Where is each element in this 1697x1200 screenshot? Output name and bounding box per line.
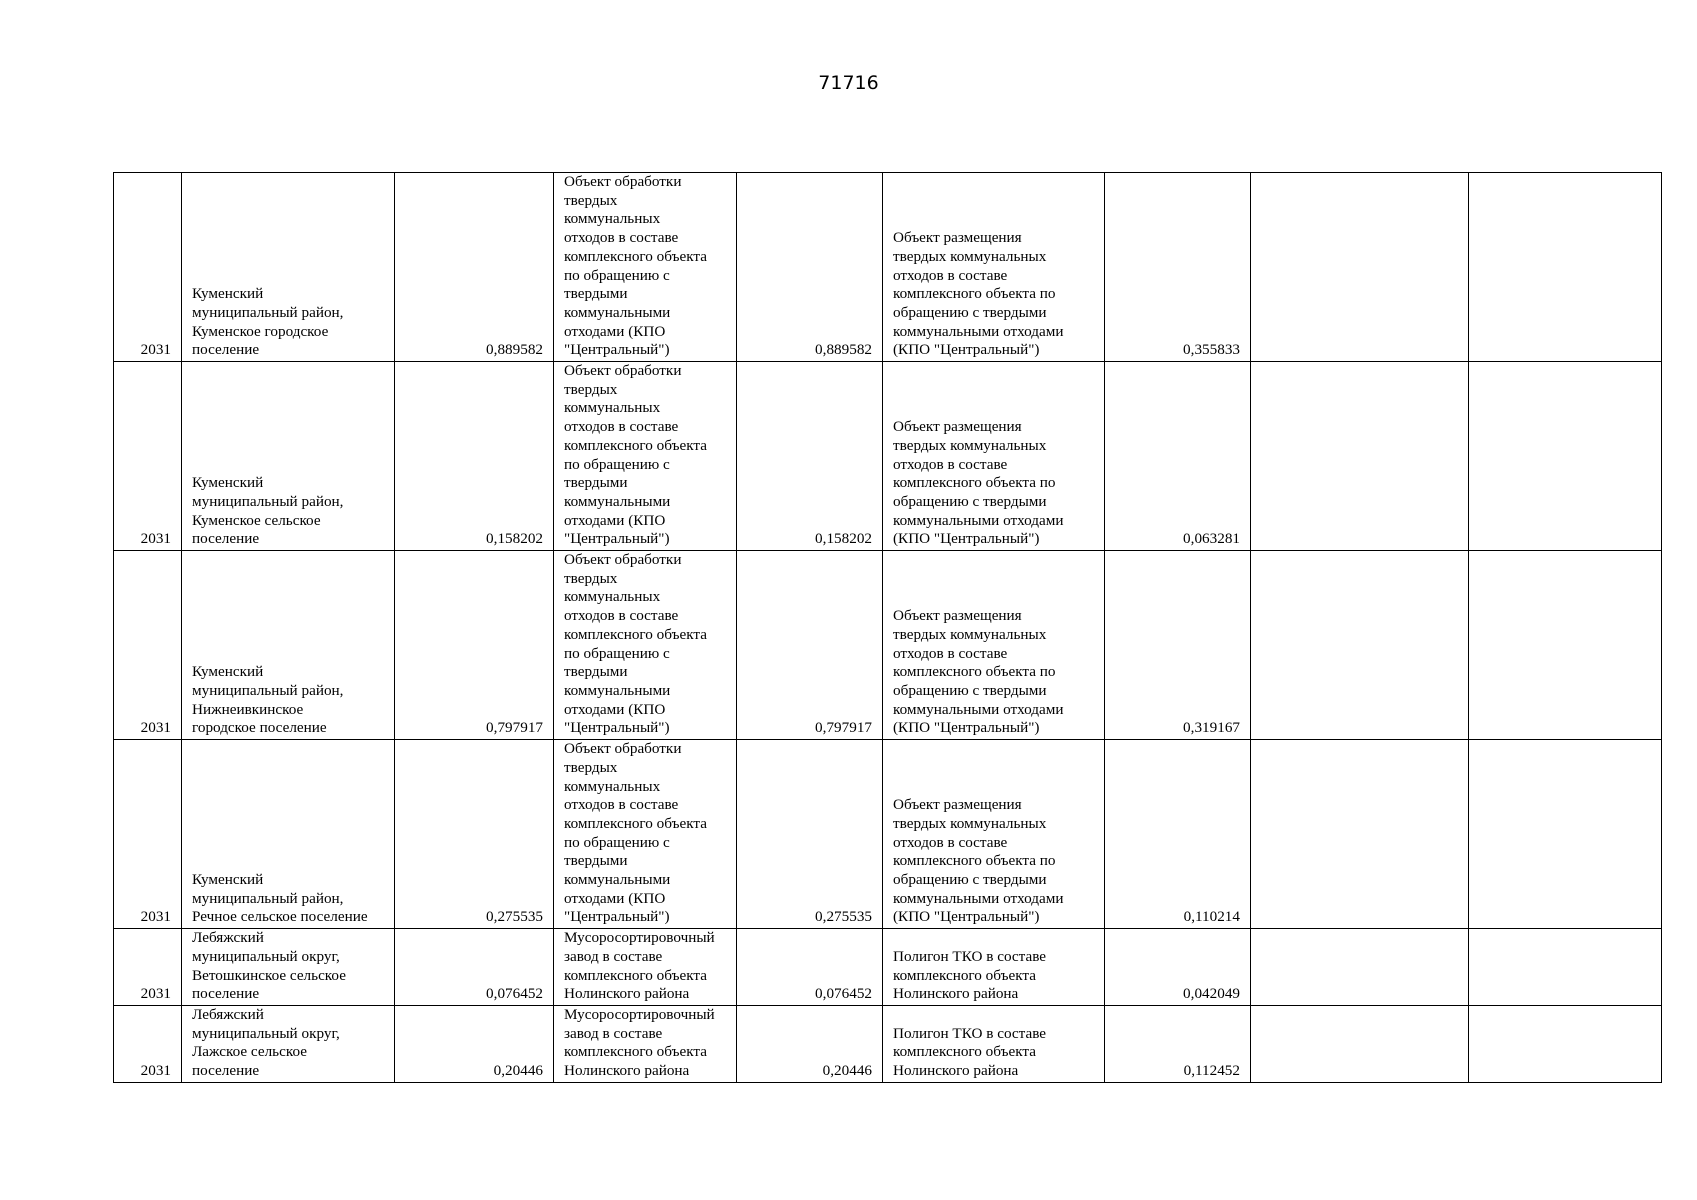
processing-object-cell: Объект обработки твердых коммунальных отходов в составе комплексного объекта по обращению с твердыми коммунальными отходами (КПО "Центральный") — [554, 740, 737, 929]
volume-cell: 0,20446 — [395, 1005, 554, 1082]
volume-cell: 0,275535 — [395, 740, 554, 929]
empty-cell — [1469, 173, 1662, 362]
location-cell: Куменский муниципальный район, Куменское сельское поселение — [182, 362, 395, 551]
empty-cell — [1469, 740, 1662, 929]
empty-cell — [1251, 740, 1469, 929]
volume-cell: 0,889582 — [395, 173, 554, 362]
location-cell: Куменский муниципальный район, Нижнеивкинское городское поселение — [182, 551, 395, 740]
table-row — [114, 362, 1662, 551]
processing-object-cell: Объект обработки твердых коммунальных отходов в составе комплексного объекта по обращению с твердыми коммунальными отходами (КПО "Центральный") — [554, 173, 737, 362]
volume-cell: 0,076452 — [395, 929, 554, 1006]
placement-object-cell: Объект размещения твердых коммунальных отходов в составе комплексного объекта по обращению с твердыми коммунальными отходами (КПО "Центральный") — [883, 740, 1105, 929]
processed-volume-cell: 0,889582 — [737, 173, 883, 362]
table-row — [114, 929, 1662, 1006]
processing-object-cell: Мусоросортировочный завод в составе комплексного объекта Нолинского района — [554, 929, 737, 1006]
empty-cell — [1469, 1005, 1662, 1082]
placed-volume-cell: 0,112452 — [1105, 1005, 1251, 1082]
year-cell: 2031 — [114, 929, 182, 1006]
empty-cell — [1251, 929, 1469, 1006]
table-row — [114, 740, 1662, 929]
placement-object-cell: Объект размещения твердых коммунальных отходов в составе комплексного объекта по обращению с твердыми коммунальными отходами (КПО "Центральный") — [883, 551, 1105, 740]
location-cell: Лебяжский муниципальный округ, Ветошкинское сельское поселение — [182, 929, 395, 1006]
empty-cell — [1251, 173, 1469, 362]
data-table — [113, 172, 1662, 1083]
location-cell: Куменский муниципальный район, Речное сельское поселение — [182, 740, 395, 929]
placement-object-cell: Полигон ТКО в составе комплексного объекта Нолинского района — [883, 1005, 1105, 1082]
table-row — [114, 551, 1662, 740]
year-cell: 2031 — [114, 740, 182, 929]
processing-object-cell: Объект обработки твердых коммунальных отходов в составе комплексного объекта по обращению с твердыми коммунальными отходами (КПО "Центральный") — [554, 362, 737, 551]
table-row — [114, 1005, 1662, 1082]
volume-cell: 0,158202 — [395, 362, 554, 551]
placed-volume-cell: 0,110214 — [1105, 740, 1251, 929]
processed-volume-cell: 0,158202 — [737, 362, 883, 551]
placement-object-cell: Объект размещения твердых коммунальных отходов в составе комплексного объекта по обращению с твердыми коммунальными отходами (КПО "Центральный") — [883, 173, 1105, 362]
processed-volume-cell: 0,076452 — [737, 929, 883, 1006]
year-cell: 2031 — [114, 1005, 182, 1082]
year-cell: 2031 — [114, 551, 182, 740]
empty-cell — [1251, 1005, 1469, 1082]
empty-cell — [1251, 362, 1469, 551]
processed-volume-cell: 0,797917 — [737, 551, 883, 740]
placed-volume-cell: 0,355833 — [1105, 173, 1251, 362]
empty-cell — [1469, 929, 1662, 1006]
year-cell: 2031 — [114, 173, 182, 362]
placed-volume-cell: 0,042049 — [1105, 929, 1251, 1006]
empty-cell — [1251, 551, 1469, 740]
placed-volume-cell: 0,319167 — [1105, 551, 1251, 740]
table-row — [114, 173, 1662, 362]
processed-volume-cell: 0,275535 — [737, 740, 883, 929]
page-number: 71716 — [818, 72, 879, 94]
placed-volume-cell: 0,063281 — [1105, 362, 1251, 551]
empty-cell — [1469, 362, 1662, 551]
placement-object-cell: Объект размещения твердых коммунальных отходов в составе комплексного объекта по обращению с твердыми коммунальными отходами (КПО "Центральный") — [883, 362, 1105, 551]
volume-cell: 0,797917 — [395, 551, 554, 740]
location-cell: Лебяжский муниципальный округ, Лажское сельское поселение — [182, 1005, 395, 1082]
location-cell: Куменский муниципальный район, Куменское городское поселение — [182, 173, 395, 362]
processed-volume-cell: 0,20446 — [737, 1005, 883, 1082]
year-cell: 2031 — [114, 362, 182, 551]
placement-object-cell: Полигон ТКО в составе комплексного объекта Нолинского района — [883, 929, 1105, 1006]
processing-object-cell: Объект обработки твердых коммунальных отходов в составе комплексного объекта по обращению с твердыми коммунальными отходами (КПО "Центральный") — [554, 551, 737, 740]
processing-object-cell: Мусоросортировочный завод в составе комплексного объекта Нолинского района — [554, 1005, 737, 1082]
empty-cell — [1469, 551, 1662, 740]
